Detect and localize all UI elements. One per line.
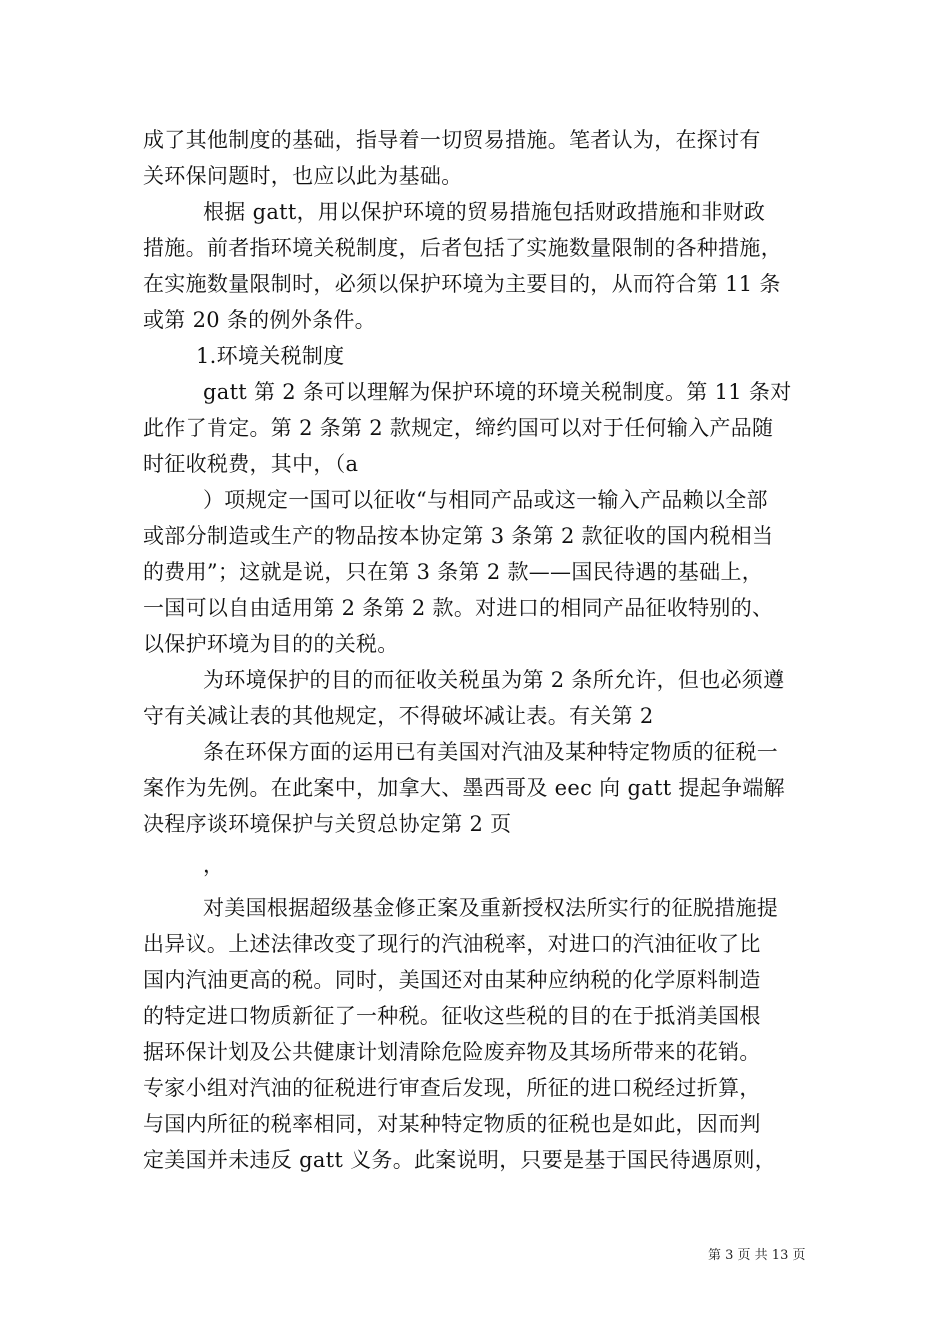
text-line: 条在环保方面的运用已有美国对汽油及某种特定物质的征税一 bbox=[203, 740, 779, 764]
text-line: 或第 20 条的例外条件。 bbox=[143, 308, 376, 332]
text-line: 专家小组对汽油的征税进行审查后发现，所征的进口税经过折算， bbox=[143, 1076, 761, 1100]
text-line: 出异议。上述法律改变了现行的汽油税率，对进口的汽油征收了比 bbox=[143, 932, 761, 956]
text-line: 据环保计划及公共健康计划清除危险废弃物及其场所带来的花销。 bbox=[143, 1040, 761, 1064]
text-line: 的费用”；这就是说，只在第 3 条第 2 款——国民待遇的基础上， bbox=[143, 560, 764, 584]
text-line: 国内汽油更高的税。同时，美国还对由某种应纳税的化学原料制造 bbox=[143, 968, 761, 992]
text-line: 案作为先例。在此案中，加拿大、墨西哥及 eec 向 gatt 提起争端解 bbox=[143, 776, 785, 800]
text-line: 关环保问题时，也应以此为基础。 bbox=[143, 164, 463, 188]
text-line: 定美国并未违反 gatt 义务。此案说明，只要是基于国民待遇原则， bbox=[143, 1148, 777, 1172]
text-line: gatt 第 2 条可以理解为保护环境的环境关税制度。第 11 条对 bbox=[203, 380, 792, 404]
text-line: 在实施数量限制时，必须以保护环境为主要目的，从而符合第 11 条 bbox=[143, 272, 781, 296]
text-line: 以保护环境为目的的关税。 bbox=[143, 632, 399, 656]
text-line: 措施。前者指环境关税制度，后者包括了实施数量限制的各种措施， bbox=[143, 236, 782, 260]
page-indicator: 第 3 页 共 13 页 bbox=[708, 1248, 806, 1263]
text-line: 与国内所征的税率相同，对某种特定物质的征税也是如此，因而判 bbox=[143, 1112, 761, 1136]
section-heading: 1.环境关税制度 bbox=[196, 344, 345, 368]
text-line: 时征收税费，其中，（a bbox=[143, 452, 359, 476]
text-line: 或部分制造或生产的物品按本协定第 3 条第 2 款征收的国内税相当 bbox=[143, 524, 774, 548]
text-line: 守有关减让表的其他规定，不得破坏减让表。有关第 2 bbox=[143, 704, 654, 728]
text-line: ， bbox=[203, 853, 225, 877]
text-line: 此作了肯定。第 2 条第 2 款规定，缔约国可以对于任何输入产品随 bbox=[143, 416, 774, 440]
text-line: 一国可以自由适用第 2 条第 2 款。对进口的相同产品征收特别的、 bbox=[143, 596, 774, 620]
text-line: 根据 gatt，用以保护环境的贸易措施包括财政措施和非财政 bbox=[203, 200, 766, 224]
text-line: 为环境保护的目的而征收关税虽为第 2 条所允许，但也必须遵 bbox=[203, 668, 785, 692]
text-line: 的特定进口物质新征了一种税。征收这些税的目的在于抵消美国根 bbox=[143, 1004, 761, 1028]
text-line: 对美国根据超级基金修正案及重新授权法所实行的征脱措施提 bbox=[203, 896, 779, 920]
text-line: 决程序谈环境保护与关贸总协定第 2 页 bbox=[143, 812, 512, 836]
text-line: ）项规定一国可以征收“与相同产品或这一输入产品赖以全部 bbox=[203, 488, 768, 512]
text-line: 成了其他制度的基础，指导着一切贸易措施。笔者认为，在探讨有 bbox=[143, 128, 761, 152]
